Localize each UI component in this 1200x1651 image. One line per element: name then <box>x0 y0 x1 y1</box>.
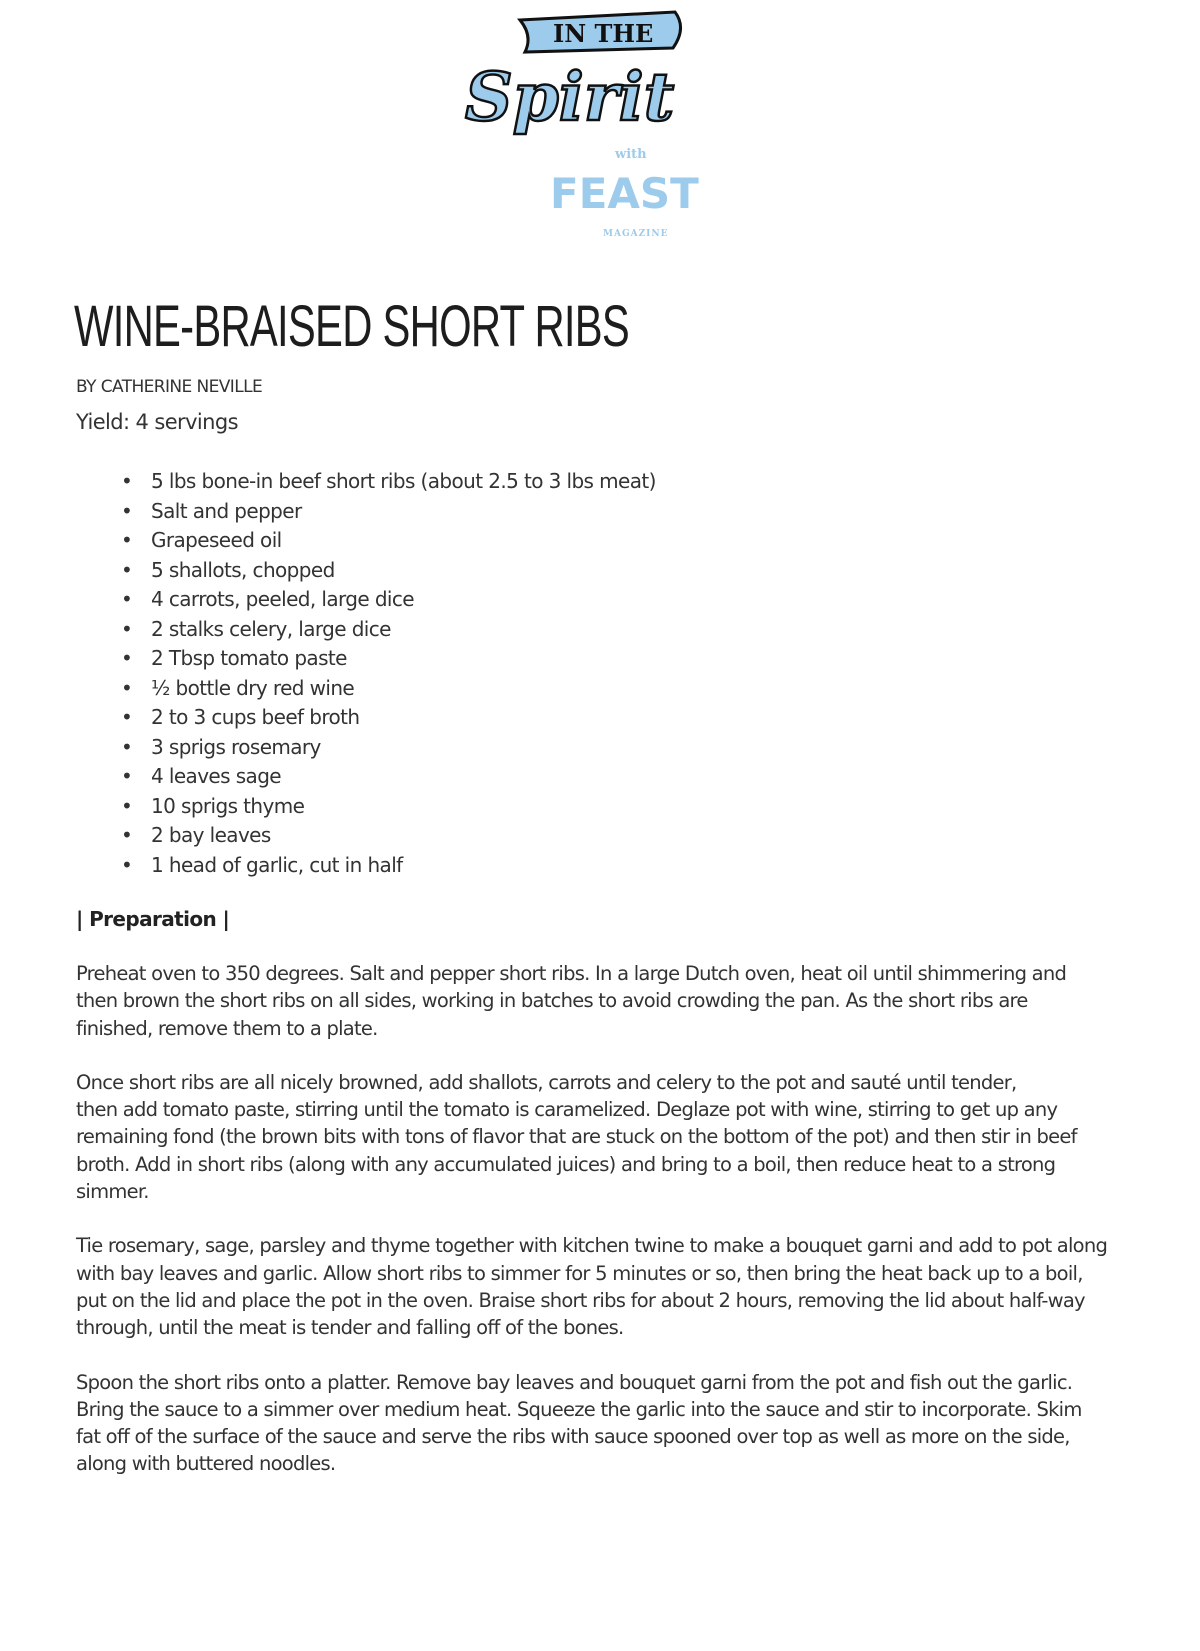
bullet-icon: • <box>121 646 133 670</box>
yield: Yield: 4 servings <box>76 410 238 434</box>
ingredient-item <box>76 644 656 674</box>
bullet-icon: • <box>121 498 133 523</box>
ingredients-list <box>76 467 656 880</box>
paragraph-line: Spoon the short ribs onto a platter. Remove bay leaves and bouquet garni from the pot and fish out the garlic. <box>76 1370 1073 1394</box>
preparation-heading: | Preparation | <box>76 907 230 931</box>
ingredient-text: Grapeseed oil <box>151 528 282 552</box>
preparation-steps <box>76 960 1156 1505</box>
bullet-icon: • <box>121 823 133 847</box>
in-the-spirit-feast-logo <box>425 8 785 258</box>
ingredient-text: 4 leaves sage <box>151 764 281 788</box>
ingredient-item <box>76 703 656 733</box>
paragraph-line: through, until the meat is tender and falling off of the bones. <box>76 1316 624 1340</box>
byline: BY CATHERINE NEVILLE <box>76 377 263 397</box>
ingredient-text: 3 sprigs rosemary <box>151 734 321 759</box>
ingredient-item <box>76 526 656 556</box>
ingredient-text: 1 head of garlic, cut in half <box>151 852 403 877</box>
paragraph-line: Bring the sauce to a simmer over medium heat. Squeeze the garlic into the sauce and stir to incorporate. Skim <box>76 1397 1082 1421</box>
preparation-paragraph <box>76 1069 1156 1205</box>
paragraph-line: Tie rosemary, sage, parsley and thyme together with kitchen twine to make a bouquet garni and add to pot along <box>76 1234 1108 1258</box>
paragraph-line: with bay leaves and garlic. Allow short ribs to simmer for 5 minutes or so, then bring the heat back up to a boil, <box>76 1261 1083 1285</box>
ingredient-item <box>76 674 656 704</box>
logo-with-text: with <box>615 147 647 162</box>
logo-spirit-text: Spirit <box>465 58 675 136</box>
ingredient-text: Salt and pepper <box>151 498 302 523</box>
ingredient-text: 5 shallots, chopped <box>151 557 335 582</box>
paragraph-line: remaining fond (the brown bits with tons of flavor that are stuck on the bottom of the pot) and then stir in beef <box>76 1125 1077 1149</box>
ingredient-item <box>76 615 656 645</box>
ingredient-item <box>76 792 656 822</box>
ingredient-item <box>76 733 656 763</box>
preparation-paragraph <box>76 1232 1156 1341</box>
recipe-title: WINE-BRAISED SHORT RIBS <box>74 294 630 359</box>
bullet-icon: • <box>121 852 133 877</box>
ingredient-text: 10 sprigs thyme <box>151 793 305 818</box>
paragraph-line: Once short ribs are all nicely browned, add shallots, carrots and celery to the pot and sauté until tender, <box>76 1070 1017 1094</box>
paragraph-line: then brown the short ribs on all sides, working in batches to avoid crowding the pan. As the short ribs are <box>76 989 1028 1013</box>
bullet-icon: • <box>121 764 133 788</box>
paragraph-line: put on the lid and place the pot in the oven. Braise short ribs for about 2 hours, removing the lid about half-way <box>76 1288 1085 1312</box>
ingredient-text: 5 lbs bone-in beef short ribs (about 2.5 to 3 lbs meat) <box>151 469 656 493</box>
ingredient-item <box>76 467 656 497</box>
ingredient-text: 2 to 3 cups beef broth <box>151 705 360 729</box>
ingredient-text: ½ bottle dry red wine <box>151 675 355 700</box>
bullet-icon: • <box>121 675 133 700</box>
ingredient-item <box>76 821 656 851</box>
logo-feast-text: FEAST <box>550 169 699 218</box>
logo-in-the-text: IN THE <box>553 19 654 48</box>
paragraph-line: finished, remove them to a plate. <box>76 1016 378 1040</box>
ingredient-text: 2 Tbsp tomato paste <box>151 646 347 670</box>
paragraph-line: along with buttered noodles. <box>76 1452 336 1476</box>
preparation-paragraph <box>76 1369 1156 1478</box>
bullet-icon: • <box>121 528 133 552</box>
ingredient-item <box>76 762 656 792</box>
bullet-icon: • <box>121 793 133 818</box>
ingredient-text: 2 bay leaves <box>151 823 271 847</box>
bullet-icon: • <box>121 616 133 641</box>
paragraph-line: simmer. <box>76 1180 149 1204</box>
paragraph-line: fat off of the surface of the sauce and serve the ribs with sauce spooned over top as well as more on the side, <box>76 1425 1070 1449</box>
bullet-icon: • <box>121 587 133 611</box>
paragraph-line: Preheat oven to 350 degrees. Salt and pepper short ribs. In a large Dutch oven, heat oil until shimmering and <box>76 962 1067 985</box>
ingredient-item <box>76 851 656 881</box>
ingredient-text: 4 carrots, peeled, large dice <box>151 587 414 611</box>
bullet-icon: • <box>121 557 133 582</box>
preparation-paragraph <box>76 960 1156 1042</box>
ingredient-item <box>76 497 656 527</box>
ingredient-item <box>76 556 656 586</box>
bullet-icon: • <box>121 469 133 493</box>
bullet-icon: • <box>121 734 133 759</box>
paragraph-line: then add tomato paste, stirring until the tomato is caramelized. Deglaze pot with wine, stirring to get up any <box>76 1098 1058 1122</box>
logo-magazine-text: MAGAZINE <box>603 229 669 239</box>
ingredient-text: 2 stalks celery, large dice <box>151 616 391 641</box>
bullet-icon: • <box>121 705 133 729</box>
ingredient-item <box>76 585 656 615</box>
paragraph-line: broth. Add in short ribs (along with any accumulated juices) and bring to a boil, then reduce heat to a strong <box>76 1152 1056 1176</box>
